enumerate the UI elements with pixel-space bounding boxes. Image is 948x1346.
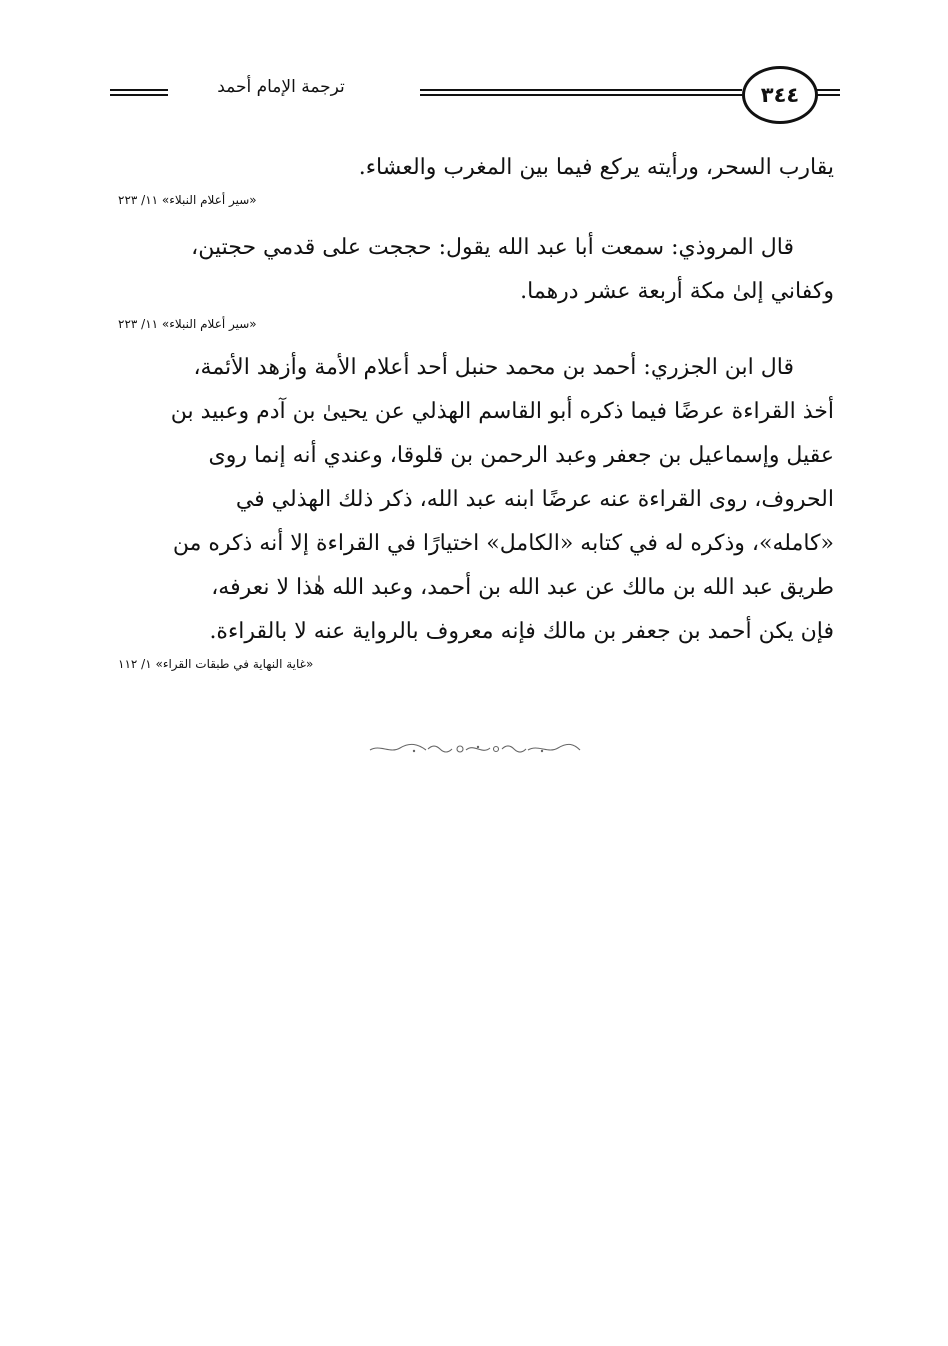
paragraph-line: قال ابن الجزري: أحمد بن محمد حنبل أحد أعلام الأمة وأزهد الأئمة، — [193, 355, 794, 380]
source-citation-3: «غاية النهاية في طبقات القراء» ١/ ١١٢ — [118, 657, 314, 671]
running-title: ترجمة الإمام أحمد — [217, 77, 345, 97]
source-citation-1: «سير أعلام النبلاء» ١١/ ٢٢٣ — [118, 193, 257, 207]
page-number-badge — [742, 66, 818, 124]
ornament-divider-icon — [366, 742, 584, 756]
paragraph-line: قال المروذي: سمعت أبا عبد الله يقول: حججت على قدمي حجتين، — [191, 235, 794, 260]
paragraph-line: «كامله»، وذكره له في كتابه «الكامل» اختيارًا في القراءة إلا أنه ذكره من — [172, 531, 834, 556]
paragraph-1 — [112, 146, 834, 190]
paragraph-line: وكفاني إلىٰ مكة أربعة عشر درهما. — [520, 279, 834, 304]
paragraph-2 — [112, 226, 834, 314]
page-number: ٣٤٤ — [760, 83, 800, 107]
paragraph-line: عقيل وإسماعيل بن جعفر وعبد الرحمن بن قلوقا، وعندي أنه إنما روى — [208, 443, 834, 468]
header-rule-left — [110, 89, 168, 96]
page-header — [110, 62, 840, 124]
source-citation-2: «سير أعلام النبلاء» ١١/ ٢٢٣ — [118, 317, 257, 331]
main-text — [112, 146, 834, 686]
paragraph-line: يقارب السحر، ورأيته يركع فيما بين المغرب والعشاء. — [358, 155, 834, 180]
paragraph-line: أخذ القراءة عرضًا فيما ذكره أبو القاسم الهذلي عن يحيىٰ بن آدم وعبيد بن — [170, 399, 834, 424]
paragraph-line: فإن يكن أحمد بن جعفر بن مالك فإنه معروف بالرواية عنه لا بالقراءة. — [209, 619, 834, 644]
header-rule-middle — [420, 89, 742, 96]
paragraph-line: الحروف، روى القراءة عنه عرضًا ابنه عبد الله، ذكر ذلك الهذلي في — [235, 487, 834, 512]
paragraph-3 — [112, 346, 834, 654]
header-rule-right — [816, 89, 840, 96]
paragraph-line: طريق عبد الله بن مالك عن عبد الله بن أحمد، وعبد الله هٰذا لا نعرفه، — [211, 575, 834, 600]
